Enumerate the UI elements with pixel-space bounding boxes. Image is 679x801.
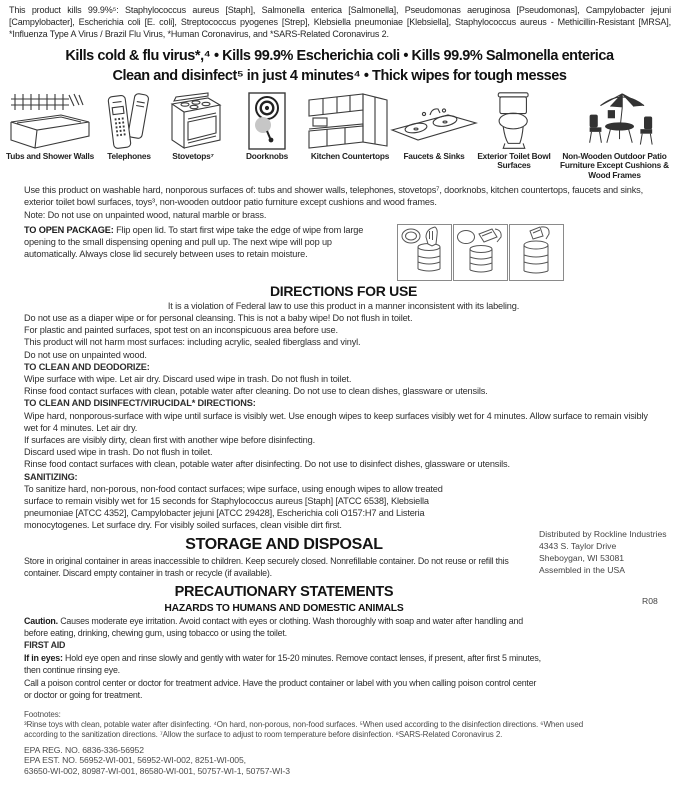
- kills-organisms-list: This product kills 99.9%⁵: Staphylococcus aureus [Staph], Salmonella enterica [Salmonella], Pseudomonas aeruginosa [Pseudomonas], Campylobacter jejuni [Campylobacter], Escherichia coli [E. coli], Streptococcus pyogenes [Strep], Klebsiella pneumoniae [Klebsiella], Staphylococcus aureus - Methicillin-Resistant [MRSA], *Influenza Type A Virus / Brazil Flu Virus, *Human Coronavirus, and *SARS-Related Coronavirus 2.: [9, 5, 671, 39]
- surface-label: Doorknobs: [246, 151, 288, 161]
- usage-paragraph: Use this product on washable hard, nonporous surfaces of: tubs and shower walls, telephones, stovetops⁷, doorknobs, kitchen countertops, faucets and sinks, exterior toilet bowl surfaces, toys³, non-wooden outdoor patio furniture except cushions and wood frames.: [24, 185, 643, 208]
- approved-surfaces-row: [0, 86, 679, 180]
- disinfect-line: Rinse food contact surfaces with clean, potable water after disinfecting. Do not use to disinfect dishes, glassware or utensils.: [24, 459, 510, 470]
- storage-paragraph: Store in original container in areas inaccessible to children. Keep securely closed. Nonrefillable container. Do not reuse or refill this container. Discard empty container in trash or recycle (if available).: [24, 555, 509, 579]
- directions-line: Do not use as a diaper wipe or for personal cleansing. This is not a baby wipe! Do not flush in toilet.: [24, 313, 413, 324]
- footnotes-label: Footnotes:: [24, 710, 61, 720]
- pull-wipe-step-icon: [453, 224, 508, 281]
- distributor-line: Distributed by Rockline Industries: [539, 529, 667, 539]
- surface-label: Faucets & Sinks: [403, 151, 465, 161]
- surface-label: Exterior Toilet Bowl Surfaces: [477, 151, 551, 171]
- directions-line: This product will not harm most surfaces: including acrylic, sealed fiberglass and vinyl.: [24, 337, 361, 348]
- footnotes-section: [24, 710, 616, 739]
- open-package-instructions: Flip open lid. To start first wipe take the edge of wipe from large opening to the small dispensing opening and pull up. The next wipe will pop up automatically. Always close lid securely between uses to retain moisture.: [24, 224, 364, 260]
- directions-line: Do not use on unpainted wood.: [24, 349, 147, 360]
- epa-numbers: [24, 745, 663, 777]
- disinfect-line: Discard used wipe in trash. Do not flush in toilet.: [24, 447, 213, 458]
- disinfect-line: If surfaces are visibly dirty, clean first with another wipe before disinfecting.: [24, 435, 316, 446]
- lid-open-step-icon: [397, 224, 452, 281]
- open-package-illustrations: [397, 224, 565, 281]
- footnotes-text: ³Rinse toys with clean, potable water after disinfecting. ⁴On hard, non-porous, non-food surfaces. ⁵When used according to the disinfection directions. ⁶When used according to the sanitization directions. ⁷Allow the surface to adjust to room temperature before disinfection. ⁸SARS-Related Coronavirus 2.: [24, 720, 584, 739]
- disinfect-line: Wipe hard, nonporous-surface with wipe until surface is visibly wet. Use enough wipes to keep surfaces visibly wet for 4 minutes. Allow surface to remain visibly wet for 4 minutes. Let air dry.: [24, 410, 648, 433]
- headline-line1: Kills cold & flu virus*,⁴ • Kills 99.9% Escherichia coli • Kills 99.9% Salmonella enterica: [65, 48, 614, 64]
- revision-code: R08: [642, 596, 658, 606]
- caution-paragraph: [24, 615, 544, 640]
- surface-telephones: [98, 92, 160, 180]
- epa-est-no-line1: EPA EST. NO. 56952-WI-001, 56952-WI-002, 8251-WI-005,: [24, 755, 246, 766]
- surface-patio-furniture: [552, 92, 677, 180]
- poison-control-paragraph: Call a poison control center or doctor for treatment advice. Have the product container or label with you when calling poison control center or doctor or going for treatment.: [24, 677, 537, 700]
- hazards-subheading: HAZARDS TO HUMANS AND DOMESTIC ANIMALS: [164, 602, 404, 614]
- directions-line: For plastic and painted surfaces, spot test on an inconspicuous area before use.: [24, 325, 338, 336]
- surface-stovetops: [160, 92, 226, 180]
- stove-icon: [162, 92, 224, 150]
- surface-kitchen-countertops: [308, 92, 392, 180]
- directions-heading: DIRECTIONS FOR USE: [269, 282, 418, 299]
- bathtub-icon: [5, 92, 95, 150]
- surface-label: Stovetops⁷: [172, 151, 214, 161]
- if-in-eyes-text: Hold eye open and rinse slowly and gently with water for 15-20 minutes. Remove contact lenses, if present, after first 5 minutes, then continue rinsing eye.: [24, 652, 541, 676]
- surface-label: Kitchen Countertops: [310, 151, 390, 161]
- distributor-line: Sheboygan, WI 53081: [539, 553, 625, 563]
- wipe-pops-up-step-icon: [509, 224, 564, 281]
- surface-label: Tubs and Shower Walls: [6, 151, 94, 161]
- label-body: [0, 184, 679, 776]
- distributor-line: Assembled in the USA: [539, 565, 625, 575]
- sink-icon: [390, 92, 478, 150]
- surface-doorknobs: [226, 92, 308, 180]
- distributor-line: 4343 S. Taylor Drive: [539, 541, 617, 551]
- epa-reg-no: EPA REG. NO. 6836-336-56952: [24, 744, 144, 755]
- if-in-eyes-paragraph: [24, 652, 544, 677]
- usage-note: Note: Do not use on unpainted wood, natural marble or brass.: [24, 209, 267, 220]
- open-package-title: TO OPEN PACKAGE:: [24, 224, 114, 235]
- sanitizing-paragraph: To sanitize hard, non-porous, non-food contact surfaces; wipe surface, using enough wipes to allow treated surface to remain visibly wet for 15 seconds for Staphylococcus aureus [Staph] [ATCC 6538], Klebsiella pneumoniae [ATCC 4352], Campylobacter jejuni [ATCC 29428], Escherichia coli O157:H7 and Listeria monocytogenes. Let surface dry. For visibly soiled surfaces, clean visible dirt first.: [24, 483, 443, 531]
- deodorize-line: Rinse food contact surfaces with clean, potable water after cleaning. Do not use to clean dishes, glassware or utensils.: [24, 386, 488, 397]
- caution-label: Caution.: [24, 615, 58, 626]
- sanitizing-heading: SANITIZING:: [24, 471, 78, 482]
- epa-est-no-line2: 63650-WI-002, 80987-WI-001, 86580-WI-001, 50757-WI-1, 50757-WI-3: [24, 765, 290, 776]
- federal-law-statement: It is a violation of Federal law to use this product in a manner inconsistent with its labeling.: [167, 300, 520, 311]
- headline-line2: Clean and disinfect⁵ in just 4 minutes⁴ • Thick wipes for tough messes: [112, 68, 567, 84]
- deodorize-heading: TO CLEAN AND DEODORIZE:: [24, 361, 150, 372]
- deodorize-line: Wipe surface with wipe. Let air dry. Discard used wipe in trash. Do not flush in toilet.: [24, 374, 352, 385]
- disinfect-heading: TO CLEAN AND DISINFECT/VIRUCIDAL* DIRECTIONS:: [24, 398, 256, 409]
- caution-text: Causes moderate eye irritation. Avoid contact with eyes or clothing. Wash thoroughly with soap and water after handling and before eating, drinking, chewing gum, using tobacco or using the toilet.: [24, 615, 524, 638]
- patio-furniture-icon: [565, 92, 665, 150]
- doorknob-icon: [248, 92, 286, 150]
- lower-column: [24, 535, 544, 702]
- surface-label: Non-Wooden Outdoor Patio Furniture Except Cushions & Wood Frames: [560, 151, 669, 180]
- toilet-icon: [489, 92, 539, 150]
- surface-label: Telephones: [107, 151, 151, 161]
- open-package-text: [24, 224, 376, 281]
- kitchen-cabinets-icon: [307, 92, 393, 150]
- first-aid-heading: FIRST AID: [24, 640, 66, 651]
- headline: [0, 46, 679, 86]
- open-package-section: [24, 224, 663, 281]
- surface-tubs-shower-walls: [2, 92, 98, 180]
- surface-exterior-toilet-bowl: [476, 92, 552, 180]
- if-in-eyes-label: If in eyes:: [24, 652, 63, 663]
- storage-heading: STORAGE AND DISPOSAL: [185, 535, 383, 553]
- distributor-block: [539, 528, 669, 576]
- telephone-icon: [103, 92, 155, 150]
- surface-faucets-sinks: [392, 92, 476, 180]
- precautionary-heading: PRECAUTIONARY STATEMENTS: [174, 583, 394, 600]
